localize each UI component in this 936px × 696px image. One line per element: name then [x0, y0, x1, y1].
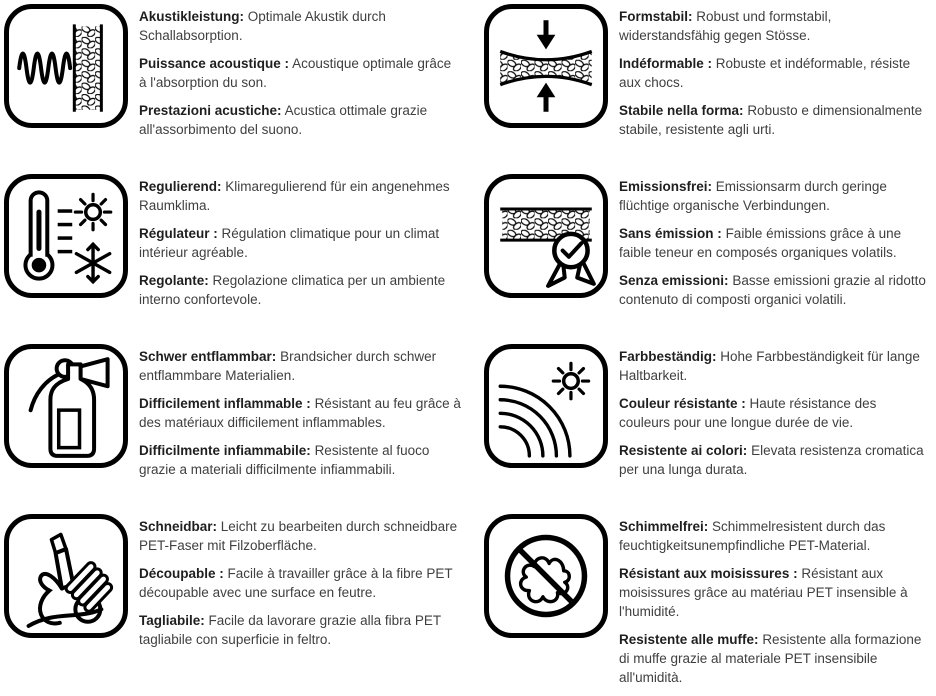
paragraph-body: Régulation climatique pour un climat intérieur agréable.: [139, 226, 440, 260]
paragraph-body: Optimale Akustik durch Schallabsorption.: [139, 9, 386, 43]
feature-text: [139, 174, 462, 318]
feature-acoustic: [0, 0, 468, 170]
paragraph-body: Elevata resistenza cromatica per una lunga durata.: [619, 443, 924, 477]
low-emission-certified-icon-box: [484, 174, 608, 298]
paragraph-body: Haute résistance des couleurs pour une longue durée de vie.: [619, 396, 877, 430]
paragraph-label: Formstabil:: [619, 9, 693, 24]
paragraph-it: [139, 101, 462, 139]
paragraph-label: Schneidbar:: [139, 519, 218, 534]
paragraph-body: Schimmelresistent durch das feuchtigkeitsunempfindliche PET-Material.: [619, 519, 886, 553]
paragraph-body: Résistant au feu grâce à des matériaux difficilement inflammables.: [139, 396, 461, 430]
paragraph-de: [619, 7, 930, 45]
paragraph-de: [139, 347, 462, 385]
climate-regulation-icon: [14, 184, 118, 288]
paragraph-fr: [139, 224, 462, 262]
sound-absorption-icon-box: [4, 4, 128, 128]
paragraph-body: Regolazione climatica per un ambiente interno confortevole.: [139, 273, 446, 307]
color-fastness-icon-box: [484, 344, 608, 468]
no-mold-icon-box: [484, 514, 608, 638]
paragraph-body: Leicht zu bearbeiten durch schneidbare PET-Faser mit Filzoberfläche.: [139, 519, 458, 553]
paragraph-label: Difficilmente infiammabile:: [139, 443, 311, 458]
feature-text: [619, 344, 930, 488]
paragraph-body: Resistente alla formazione di muffe grazie al materiale PET insensibile all'umidità.: [619, 632, 922, 685]
paragraph-fr: [619, 224, 930, 262]
sound-absorption-icon: [14, 14, 118, 118]
paragraph-label: Couleur résistante :: [619, 396, 746, 411]
paragraph-body: Robuste et indéformable, résiste aux chocs.: [619, 56, 911, 90]
hand-cutter-icon: [14, 524, 118, 628]
feature-emission-free: [468, 170, 936, 340]
climate-regulation-icon-box: [4, 174, 128, 298]
paragraph-it: [139, 611, 462, 649]
paragraph-de: [619, 517, 930, 555]
paragraph-body: Klimaregulierend für ein angenehmes Raumklima.: [139, 179, 450, 213]
paragraph-body: Hohe Farbbeständigkeit für lange Haltbarkeit.: [619, 349, 920, 383]
paragraph-label: Emissionsfrei:: [619, 179, 713, 194]
paragraph-body: Acustica ottimale grazie all'assorbimento del suono.: [139, 103, 428, 137]
paragraph-fr: [139, 54, 462, 92]
paragraph-body: Facile à travailler grâce à la fibre PET découpable avec une surface en feutre.: [139, 566, 453, 600]
feature-flame-retardant: [0, 340, 468, 510]
paragraph-label: Prestazioni acustiche:: [139, 103, 282, 118]
paragraph-de: [139, 177, 462, 215]
paragraph-label: Sans émission :: [619, 226, 722, 241]
paragraph-label: Regulierend:: [139, 179, 222, 194]
paragraph-fr: [139, 394, 462, 432]
paragraph-label: Farbbeständig:: [619, 349, 717, 364]
feature-text: [139, 514, 462, 658]
paragraph-body: Robust und formstabil, widerstandsfähig gegen Stösse.: [619, 9, 832, 43]
paragraph-body: Emissionsarm durch geringe flüchtige organische Verbindungen.: [619, 179, 887, 213]
paragraph-fr: [139, 564, 462, 602]
paragraph-fr: [619, 394, 930, 432]
compression-resistance-icon-box: [484, 4, 608, 128]
paragraph-fr: [619, 564, 930, 621]
compression-resistance-icon: [494, 14, 598, 118]
color-fastness-icon: [494, 354, 598, 458]
paragraph-de: [619, 177, 930, 215]
feature-mold-free: [468, 510, 936, 685]
paragraph-fr: [619, 54, 930, 92]
paragraph-label: Puissance acoustique :: [139, 56, 290, 71]
no-mold-icon: [494, 524, 598, 628]
paragraph-body: Robusto e dimensionalmente stabile, resistente agli urti.: [619, 103, 923, 137]
fire-extinguisher-icon: [14, 354, 118, 458]
paragraph-it: [619, 271, 930, 309]
paragraph-label: Resistente ai colori:: [619, 443, 748, 458]
paragraph-it: [619, 441, 930, 479]
fire-extinguisher-icon-box: [4, 344, 128, 468]
feature-colorfast: [468, 340, 936, 510]
paragraph-body: Resistente al fuoco grazie a materiali difficilmente infiammabili.: [139, 443, 430, 477]
paragraph-label: Résistant aux moisissures :: [619, 566, 798, 581]
paragraph-de: [139, 517, 462, 555]
paragraph-label: Découpable :: [139, 566, 224, 581]
paragraph-body: Résistant aux moisissures grâce au matériau PET insensible à l'humidité.: [619, 566, 908, 619]
feature-text: [619, 514, 930, 696]
paragraph-it: [619, 101, 930, 139]
paragraph-body: Brandsicher durch schwer entflammbare Materialien.: [139, 349, 437, 383]
low-emission-certified-icon: [494, 184, 598, 288]
paragraph-label: Indéformable :: [619, 56, 713, 71]
paragraph-body: Basse emissioni grazie al ridotto contenuto di composti organici volatili.: [619, 273, 926, 307]
paragraph-body: Acoustique optimale grâce à l'absorption du son.: [139, 56, 452, 90]
feature-climate-regulating: [0, 170, 468, 340]
paragraph-label: Resistente alle muffe:: [619, 632, 759, 647]
paragraph-de: [619, 347, 930, 385]
feature-cuttable: [0, 510, 468, 680]
paragraph-it: [139, 271, 462, 309]
paragraph-label: Schimmelfrei:: [619, 519, 709, 534]
paragraph-label: Tagliabile:: [139, 613, 205, 628]
paragraph-de: [139, 7, 462, 45]
paragraph-it: [619, 630, 930, 687]
paragraph-label: Difficilement inflammable :: [139, 396, 311, 411]
paragraph-body: Facile da lavorare grazie alla fibra PET tagliabile con superficie in feltro.: [139, 613, 441, 647]
feature-text: [139, 4, 462, 148]
paragraph-body: Faible émissions grâce à une faible teneur en composés organiques volatils.: [619, 226, 902, 260]
paragraph-label: Akustikleistung:: [139, 9, 245, 24]
feature-text: [619, 174, 930, 318]
paragraph-it: [139, 441, 462, 479]
paragraph-label: Régulateur :: [139, 226, 218, 241]
feature-text: [139, 344, 462, 488]
paragraph-label: Regolante:: [139, 273, 209, 288]
feature-text: [619, 4, 930, 148]
hand-cutter-icon-box: [4, 514, 128, 638]
paragraph-label: Stabile nella forma:: [619, 103, 744, 118]
paragraph-label: Schwer entflammbar:: [139, 349, 277, 364]
feature-shape-stable: [468, 0, 936, 170]
paragraph-label: Senza emissioni:: [619, 273, 729, 288]
